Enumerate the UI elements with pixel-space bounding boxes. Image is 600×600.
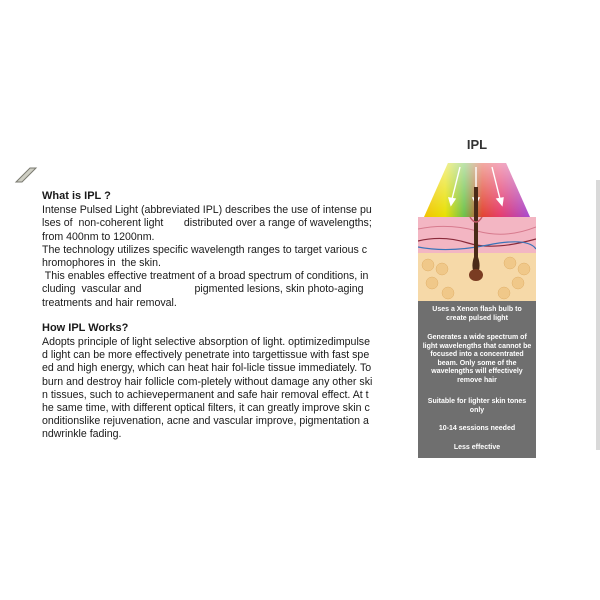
body-line: hromophores in the skin. (42, 257, 161, 270)
fact-item: Less effective (453, 444, 501, 451)
body-line: This enables effective treatment of a broad spectrum of conditions, in (42, 270, 369, 283)
body-line: Adopts principle of light selective absorption of light. optimizedimpulse (42, 336, 370, 349)
body-line: n tissues, such to achievepermanent and safe hair removal effect. At t (42, 388, 369, 401)
what-is-ipl-body (42, 204, 402, 310)
body-line: Intense Pulsed Light (abbreviated IPL) describes the use of intense pu (42, 204, 372, 217)
pencil-icon (14, 166, 38, 184)
body-line: onditionslike rejuvenation, acne and vascular improve, pigmentation a (42, 415, 369, 428)
how-ipl-works-heading: How IPL Works? (42, 321, 129, 334)
ipl-facts-box (418, 301, 536, 458)
body-line: d light can be more effectively penetrate into targettissue with fast spe (42, 349, 370, 362)
fact-item: Generates a wide spectrum of light wavelengths that cannot be focused into a concentrated beam. Only some of the wavelengths will effectively remove hair (422, 334, 532, 384)
article-text (42, 190, 402, 442)
body-line: ndwrinkle fading. (42, 428, 122, 441)
body-line: from 400nm to 1200nm. (42, 230, 155, 243)
body-line: cluding vascular and pigmented lesions, skin photo-aging (42, 283, 364, 296)
scrollbar[interactable] (596, 180, 600, 450)
body-line: lses of non-coherent light distributed over a range of wavelengths; (42, 217, 372, 230)
fact-item: Suitable for lighter skin tones only (427, 398, 527, 414)
what-is-ipl-heading: What is IPL ? (42, 190, 111, 202)
fact-item: Uses a Xenon flash bulb to create pulsed light (432, 306, 522, 322)
how-ipl-works-body (42, 336, 402, 442)
body-line: he same time, with different optical filters, it can greatly improve skin c (42, 402, 370, 415)
body-line: The technology utilizes specific wavelength ranges to target various c (42, 243, 368, 256)
fact-item: 10-14 sessions needed (438, 425, 516, 432)
body-line: burn and destroy hair follicle com-pletely without damage any other ski (42, 375, 373, 388)
ipl-info-panel (418, 133, 536, 458)
body-line: ed and high energy, which can heat hair fol-licle tissue immediately. To (42, 362, 372, 375)
panel-title: IPL (466, 137, 488, 152)
body-line: treatments and hair removal. (42, 296, 177, 309)
